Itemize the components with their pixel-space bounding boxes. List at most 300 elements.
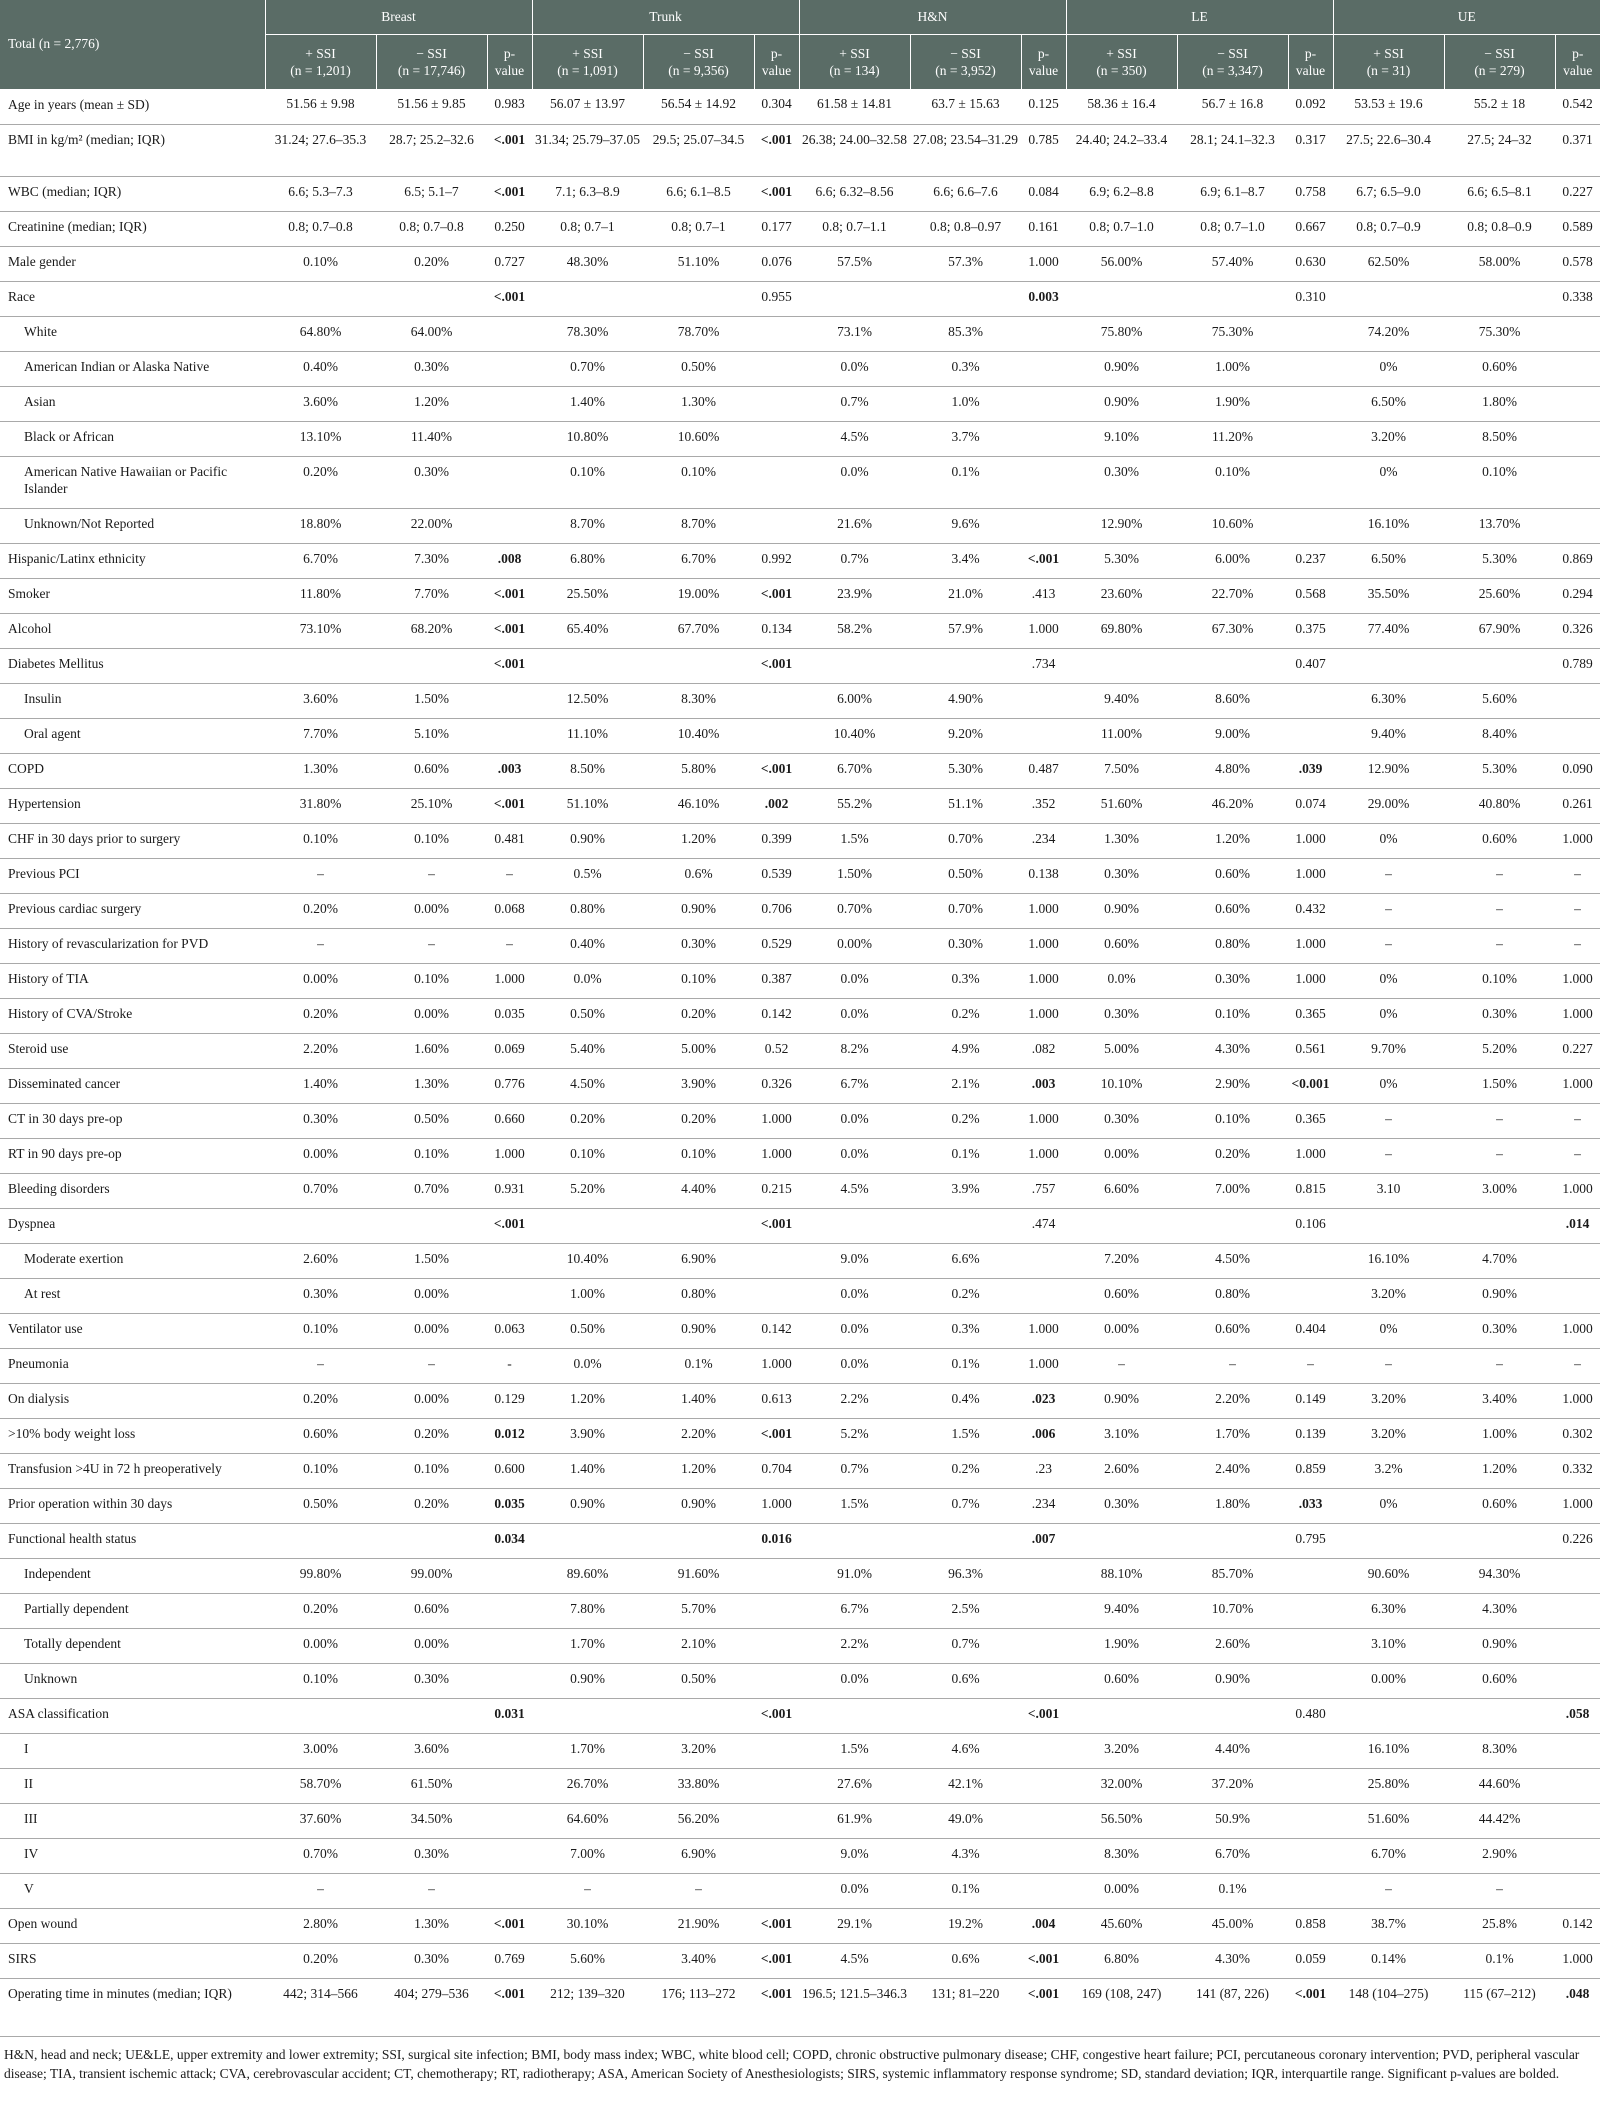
table-cell: 0.70% — [265, 1173, 376, 1208]
p-value-cell: 0.578 — [1555, 246, 1600, 281]
p-value-cell — [754, 1803, 799, 1838]
table-cell: 58.70% — [265, 1768, 376, 1803]
table-cell — [643, 648, 754, 683]
table-cell: 0.7% — [910, 1488, 1021, 1523]
p-value-cell: 1.000 — [1288, 1138, 1333, 1173]
table-cell: 0.3% — [910, 1313, 1021, 1348]
table-cell: – — [376, 1348, 487, 1383]
table-cell: 4.80% — [1177, 753, 1288, 788]
p-value-cell: 1.000 — [1555, 1488, 1600, 1523]
table-row — [0, 1663, 1600, 1698]
table-cell: 30.10% — [532, 1908, 643, 1943]
table-header — [0, 0, 1600, 89]
table-cell: 51.10% — [643, 246, 754, 281]
table-cell: 25.8% — [1444, 1908, 1555, 1943]
subcolumn-header — [1288, 35, 1333, 90]
subcolumn-header-line: − SSI — [1217, 46, 1248, 61]
p-value-cell: .058 — [1555, 1698, 1600, 1733]
row-label: Asian — [0, 386, 265, 421]
table-row — [0, 1628, 1600, 1663]
p-value-cell: 0.365 — [1288, 1103, 1333, 1138]
table-cell: 2.10% — [643, 1628, 754, 1663]
table-cell: 0.60% — [1444, 1488, 1555, 1523]
subcolumn-header — [487, 35, 532, 90]
row-label: Steroid use — [0, 1033, 265, 1068]
table-cell: 0.60% — [1177, 893, 1288, 928]
table-cell: 5.20% — [532, 1173, 643, 1208]
table-cell: 49.0% — [910, 1803, 1021, 1838]
p-value-cell: .413 — [1021, 578, 1066, 613]
table-cell: 21.0% — [910, 578, 1021, 613]
table-cell — [265, 1523, 376, 1558]
p-value-cell: 0.125 — [1021, 89, 1066, 124]
table-cell: 25.50% — [532, 578, 643, 613]
p-value-cell: .004 — [1021, 1908, 1066, 1943]
table-cell — [376, 1523, 487, 1558]
table-cell: 58.36 ± 16.4 — [1066, 89, 1177, 124]
table-row — [0, 613, 1600, 648]
p-value-cell — [754, 718, 799, 753]
table-cell: 1.00% — [532, 1278, 643, 1313]
p-value-cell: 1.000 — [1021, 1313, 1066, 1348]
p-value-cell: 0.983 — [487, 89, 532, 124]
p-value-cell: – — [1555, 858, 1600, 893]
table-cell: 55.2% — [799, 788, 910, 823]
table-row — [0, 1593, 1600, 1628]
p-value-cell — [1288, 1663, 1333, 1698]
subcolumn-header-line: − SSI — [416, 46, 447, 61]
table-cell: 0.30% — [1066, 1103, 1177, 1138]
table-cell — [1066, 281, 1177, 316]
table-cell: 0.0% — [532, 963, 643, 998]
p-value-cell — [754, 1628, 799, 1663]
table-cell — [643, 1523, 754, 1558]
p-value-cell — [754, 1768, 799, 1803]
subcolumn-header-line: p- — [1037, 46, 1050, 61]
table-cell — [1066, 1698, 1177, 1733]
table-row — [0, 281, 1600, 316]
group-header-breast: Breast — [265, 0, 532, 35]
row-label: Ventilator use — [0, 1313, 265, 1348]
table-cell: 2.60% — [265, 1243, 376, 1278]
table-cell: 0.8; 0.7–0.8 — [265, 211, 376, 246]
p-value-cell: .734 — [1021, 648, 1066, 683]
p-value-cell: 0.399 — [754, 823, 799, 858]
p-value-cell — [1555, 1628, 1600, 1663]
table-cell: 7.00% — [532, 1838, 643, 1873]
table-cell: 56.7 ± 16.8 — [1177, 89, 1288, 124]
table-cell: 7.30% — [376, 543, 487, 578]
p-value-cell: 0.092 — [1288, 89, 1333, 124]
table-cell: 10.10% — [1066, 1068, 1177, 1103]
p-value-cell — [487, 718, 532, 753]
p-value-cell — [754, 683, 799, 718]
p-value-cell — [487, 1838, 532, 1873]
p-value-cell: .234 — [1021, 823, 1066, 858]
table-row — [0, 1488, 1600, 1523]
table-cell: 131; 81–220 — [910, 1978, 1021, 2036]
table-row — [0, 1768, 1600, 1803]
group-header-trunk: Trunk — [532, 0, 799, 35]
p-value-cell — [1021, 1838, 1066, 1873]
table-cell: 141 (87, 226) — [1177, 1978, 1288, 2036]
table-cell: 2.80% — [265, 1908, 376, 1943]
p-value-cell: .003 — [487, 753, 532, 788]
table-cell: 0.90% — [1177, 1663, 1288, 1698]
table-cell: – — [376, 1873, 487, 1908]
p-value-cell: .23 — [1021, 1453, 1066, 1488]
p-value-cell: 1.000 — [1555, 823, 1600, 858]
p-value-cell: 0.177 — [754, 211, 799, 246]
p-value-cell: <.001 — [487, 176, 532, 211]
p-value-cell — [487, 1628, 532, 1663]
table-cell: 6.70% — [1177, 1838, 1288, 1873]
row-label: White — [0, 316, 265, 351]
p-value-cell: <.001 — [754, 578, 799, 613]
table-cell: 0.90% — [1444, 1628, 1555, 1663]
row-label: Race — [0, 281, 265, 316]
table-cell: 11.80% — [265, 578, 376, 613]
p-value-cell: 1.000 — [754, 1348, 799, 1383]
table-row — [0, 508, 1600, 543]
p-value-cell: .023 — [1021, 1383, 1066, 1418]
table-cell: 8.2% — [799, 1033, 910, 1068]
p-value-cell: <.001 — [1288, 1978, 1333, 2036]
table-cell: 0.10% — [1177, 998, 1288, 1033]
table-cell: 53.53 ± 19.6 — [1333, 89, 1444, 124]
table-cell: 9.0% — [799, 1243, 910, 1278]
p-value-cell: 0.660 — [487, 1103, 532, 1138]
p-value-cell — [487, 508, 532, 543]
p-value-cell: .008 — [487, 543, 532, 578]
table-cell: 0.90% — [643, 1488, 754, 1523]
p-value-cell: 0.539 — [754, 858, 799, 893]
table-cell: 0.40% — [532, 928, 643, 963]
p-value-cell: 1.000 — [1021, 963, 1066, 998]
p-value-cell: <.001 — [1021, 1698, 1066, 1733]
table-cell: – — [1333, 1873, 1444, 1908]
p-value-cell: .757 — [1021, 1173, 1066, 1208]
table-cell: 73.10% — [265, 613, 376, 648]
p-value-cell: 0.003 — [1021, 281, 1066, 316]
p-value-cell: 1.000 — [1555, 1313, 1600, 1348]
table-cell: 5.30% — [910, 753, 1021, 788]
p-value-cell: 0.365 — [1288, 998, 1333, 1033]
subcolumn-header-line: value — [1295, 63, 1326, 78]
table-cell: – — [1444, 928, 1555, 963]
table-cell: 5.00% — [1066, 1033, 1177, 1068]
p-value-cell — [1021, 718, 1066, 753]
p-value-cell: 1.000 — [1021, 998, 1066, 1033]
row-label: V — [0, 1873, 265, 1908]
subcolumn-header-line: + SSI — [839, 46, 870, 61]
table-cell: 5.60% — [1444, 683, 1555, 718]
table-cell: 0.20% — [376, 1488, 487, 1523]
table-row — [0, 1943, 1600, 1978]
p-value-cell: .014 — [1555, 1208, 1600, 1243]
table-cell: 28.1; 24.1–32.3 — [1177, 124, 1288, 176]
p-value-cell — [487, 1593, 532, 1628]
table-cell: 0.1% — [910, 1348, 1021, 1383]
p-value-cell — [1288, 1803, 1333, 1838]
p-value-cell: 0.016 — [754, 1523, 799, 1558]
p-value-cell — [487, 1278, 532, 1313]
subcolumn-header-line: − SSI — [950, 46, 981, 61]
subcolumn-header-line: p- — [503, 46, 516, 61]
table-cell: 8.30% — [643, 683, 754, 718]
table-cell — [532, 1208, 643, 1243]
table-cell: 46.20% — [1177, 788, 1288, 823]
p-value-cell — [1021, 456, 1066, 508]
row-label: WBC (median; IQR) — [0, 176, 265, 211]
table-cell: 0.20% — [376, 246, 487, 281]
p-value-cell: .039 — [1288, 753, 1333, 788]
row-label: Operating time in minutes (median; IQR) — [0, 1978, 265, 2036]
table-cell: 0.2% — [910, 1278, 1021, 1313]
table-cell: 2.60% — [1066, 1453, 1177, 1488]
table-cell — [1333, 648, 1444, 683]
table-cell: 13.10% — [265, 421, 376, 456]
table-cell: 1.70% — [532, 1733, 643, 1768]
table-cell: 0.8; 0.8–0.97 — [910, 211, 1021, 246]
subcolumn-header-line: (n = 31) — [1366, 63, 1411, 78]
p-value-cell — [754, 1663, 799, 1698]
table-cell: 0.00% — [376, 1383, 487, 1418]
p-value-cell: <.001 — [1021, 543, 1066, 578]
table-cell: 0.50% — [265, 1488, 376, 1523]
row-label: Bleeding disorders — [0, 1173, 265, 1208]
table-cell: 3.7% — [910, 421, 1021, 456]
table-cell: 0.20% — [1177, 1138, 1288, 1173]
table-cell: 99.80% — [265, 1558, 376, 1593]
table-cell: 7.70% — [265, 718, 376, 753]
p-value-cell: 0.487 — [1021, 753, 1066, 788]
table-cell: 94.30% — [1444, 1558, 1555, 1593]
table-cell: 5.2% — [799, 1418, 910, 1453]
p-value-cell: 1.000 — [1288, 823, 1333, 858]
p-value-cell: – — [1555, 1138, 1600, 1173]
table-row — [0, 421, 1600, 456]
table-cell: 5.70% — [643, 1593, 754, 1628]
p-value-cell: 0.704 — [754, 1453, 799, 1488]
p-value-cell — [1288, 421, 1333, 456]
table-cell: 1.50% — [1444, 1068, 1555, 1103]
table-cell: 11.10% — [532, 718, 643, 753]
table-cell: 6.6; 6.32–8.56 — [799, 176, 910, 211]
table-cell: – — [1444, 1103, 1555, 1138]
table-cell: 68.20% — [376, 613, 487, 648]
table-cell: 4.3% — [910, 1838, 1021, 1873]
group-header-ue: UE — [1333, 0, 1600, 35]
p-value-cell: 1.000 — [754, 1103, 799, 1138]
row-label: Dyspnea — [0, 1208, 265, 1243]
table-cell: 9.10% — [1066, 421, 1177, 456]
table-cell: 0.30% — [1444, 998, 1555, 1033]
table-cell: 33.80% — [643, 1768, 754, 1803]
table-cell: 35.50% — [1333, 578, 1444, 613]
table-cell — [376, 1208, 487, 1243]
table-cell: 1.20% — [643, 1453, 754, 1488]
row-label: American Native Hawaiian or Pacific Islander — [0, 456, 265, 508]
row-label: BMI in kg/m² (median; IQR) — [0, 124, 265, 176]
table-cell: 78.30% — [532, 316, 643, 351]
table-cell: 115 (67–212) — [1444, 1978, 1555, 2036]
p-value-cell: <.001 — [754, 124, 799, 176]
table-cell: 3.20% — [1333, 421, 1444, 456]
row-label: American Indian or Alaska Native — [0, 351, 265, 386]
table-cell: 64.80% — [265, 316, 376, 351]
table-cell: 12.90% — [1066, 508, 1177, 543]
table-cell: 2.20% — [1177, 1383, 1288, 1418]
table-row — [0, 1698, 1600, 1733]
table-cell: – — [376, 858, 487, 893]
table-cell: 0.7% — [799, 543, 910, 578]
table-cell: 0.30% — [376, 1663, 487, 1698]
table-cell: 10.40% — [532, 1243, 643, 1278]
p-value-cell: 0.031 — [487, 1698, 532, 1733]
table-row — [0, 1138, 1600, 1173]
p-value-cell: 0.068 — [487, 893, 532, 928]
table-cell: 0.90% — [1066, 893, 1177, 928]
row-label: History of CVA/Stroke — [0, 998, 265, 1033]
p-value-cell: <.001 — [1021, 1978, 1066, 2036]
table-cell: 0.50% — [532, 1313, 643, 1348]
table-cell: – — [1333, 1138, 1444, 1173]
table-cell: 6.00% — [1177, 543, 1288, 578]
table-cell: 0.40% — [265, 351, 376, 386]
subcolumn-header-line: (n = 9,356) — [668, 63, 729, 78]
p-value-cell: 1.000 — [1555, 1383, 1600, 1418]
table-cell: 62.50% — [1333, 246, 1444, 281]
p-value-cell: 0.134 — [754, 613, 799, 648]
table-cell: – — [1066, 1348, 1177, 1383]
p-value-cell: 0.012 — [487, 1418, 532, 1453]
table-cell: – — [265, 928, 376, 963]
row-label: CT in 30 days pre-op — [0, 1103, 265, 1138]
table-cell — [1066, 1523, 1177, 1558]
subcolumn-header-line: (n = 1,201) — [290, 63, 351, 78]
subcolumn-header — [1021, 35, 1066, 90]
p-value-cell — [1555, 1558, 1600, 1593]
table-cell: 4.30% — [1177, 1943, 1288, 1978]
table-cell — [265, 648, 376, 683]
table-cell: 0.60% — [1066, 1278, 1177, 1313]
table-cell: 0.1% — [910, 1873, 1021, 1908]
table-cell: 0.00% — [1066, 1873, 1177, 1908]
table-cell: 51.60% — [1066, 788, 1177, 823]
table-cell: 3.40% — [1444, 1383, 1555, 1418]
subcolumn-header-line: + SSI — [1106, 46, 1137, 61]
table-cell — [910, 1523, 1021, 1558]
table-row — [0, 788, 1600, 823]
table-cell — [910, 281, 1021, 316]
table-cell: 22.70% — [1177, 578, 1288, 613]
p-value-cell — [1555, 718, 1600, 753]
table-cell: 67.90% — [1444, 613, 1555, 648]
table-cell: 0.6% — [643, 858, 754, 893]
table-cell: 4.50% — [532, 1068, 643, 1103]
table-cell: 4.90% — [910, 683, 1021, 718]
p-value-cell — [754, 316, 799, 351]
table-cell: 6.9; 6.2–8.8 — [1066, 176, 1177, 211]
table-cell: 0% — [1333, 998, 1444, 1033]
table-cell: 12.90% — [1333, 753, 1444, 788]
table-cell: 0.1% — [910, 456, 1021, 508]
p-value-cell: 0.338 — [1555, 281, 1600, 316]
table-cell: 1.30% — [1066, 823, 1177, 858]
table-cell: 0.2% — [910, 1103, 1021, 1138]
table-cell: 3.4% — [910, 543, 1021, 578]
table-cell — [1066, 648, 1177, 683]
table-cell: 1.60% — [376, 1033, 487, 1068]
table-cell: – — [1333, 1103, 1444, 1138]
subcolumn-header-line: + SSI — [572, 46, 603, 61]
p-value-cell — [487, 456, 532, 508]
table-footnote: H&N, head and neck; UE&LE, upper extremity and lower extremity; SSI, surgical site infection; BMI, body mass index; WBC, white blood cell; COPD, chronic obstructive pulmonary disease; CHF, congestive heart failure; PCI, percutaneous coronary intervention; PVD, peripheral vascular disease; TIA, transient ischemic attack; CVA, cerebrovascular accident; CT, chemotherapy; RT, radiotherapy; ASA, American Society of Anesthesiologists; SIRS, systemic inflammatory response syndrome; SD, standard deviation; IQR, interquartile range. Significant p-values are bolded. — [4, 2046, 1580, 2081]
p-value-cell: .234 — [1021, 1488, 1066, 1523]
row-label: Prior operation within 30 days — [0, 1488, 265, 1523]
table-row — [0, 683, 1600, 718]
p-value-cell — [1555, 456, 1600, 508]
row-label: On dialysis — [0, 1383, 265, 1418]
p-value-cell: 1.000 — [487, 1138, 532, 1173]
row-label: III — [0, 1803, 265, 1838]
table-cell: 77.40% — [1333, 613, 1444, 648]
table-cell: 10.40% — [643, 718, 754, 753]
row-label: Independent — [0, 1558, 265, 1593]
p-value-cell — [754, 386, 799, 421]
table-cell: 10.60% — [1177, 508, 1288, 543]
table-cell: 0.60% — [376, 1593, 487, 1628]
table-cell: 25.60% — [1444, 578, 1555, 613]
table-cell: 0.0% — [799, 351, 910, 386]
table-cell: 0.30% — [910, 928, 1021, 963]
table-cell: 1.90% — [1177, 386, 1288, 421]
p-value-cell: 0.789 — [1555, 648, 1600, 683]
table-cell: 3.10 — [1333, 1173, 1444, 1208]
p-value-cell: 0.106 — [1288, 1208, 1333, 1243]
table-cell: 4.40% — [1177, 1733, 1288, 1768]
table-cell — [799, 1208, 910, 1243]
table-cell: 0.1% — [910, 1138, 1021, 1173]
subcolumn-header-line: (n = 350) — [1096, 63, 1147, 78]
p-value-cell — [1288, 718, 1333, 753]
table-cell: 1.0% — [910, 386, 1021, 421]
p-value-cell: 0.326 — [1555, 613, 1600, 648]
table-cell: 34.50% — [376, 1803, 487, 1838]
table-cell: 6.6% — [910, 1243, 1021, 1278]
table-cell — [1444, 648, 1555, 683]
table-cell: 0.30% — [1066, 1488, 1177, 1523]
p-value-cell: .007 — [1021, 1523, 1066, 1558]
table-cell: 16.10% — [1333, 508, 1444, 543]
table-cell: 0.80% — [532, 893, 643, 928]
table-cell: 5.00% — [643, 1033, 754, 1068]
table-row — [0, 1838, 1600, 1873]
table-cell — [1333, 281, 1444, 316]
row-label: Unknown — [0, 1663, 265, 1698]
table-cell: 11.40% — [376, 421, 487, 456]
p-value-cell — [754, 1558, 799, 1593]
p-value-cell: 0.869 — [1555, 543, 1600, 578]
p-value-cell — [754, 1243, 799, 1278]
table-cell: 18.80% — [265, 508, 376, 543]
table-cell: 0.7% — [799, 1453, 910, 1488]
table-cell — [643, 1698, 754, 1733]
table-cell: 0.20% — [376, 1418, 487, 1453]
p-value-cell — [1555, 683, 1600, 718]
p-value-cell — [1555, 1278, 1600, 1313]
